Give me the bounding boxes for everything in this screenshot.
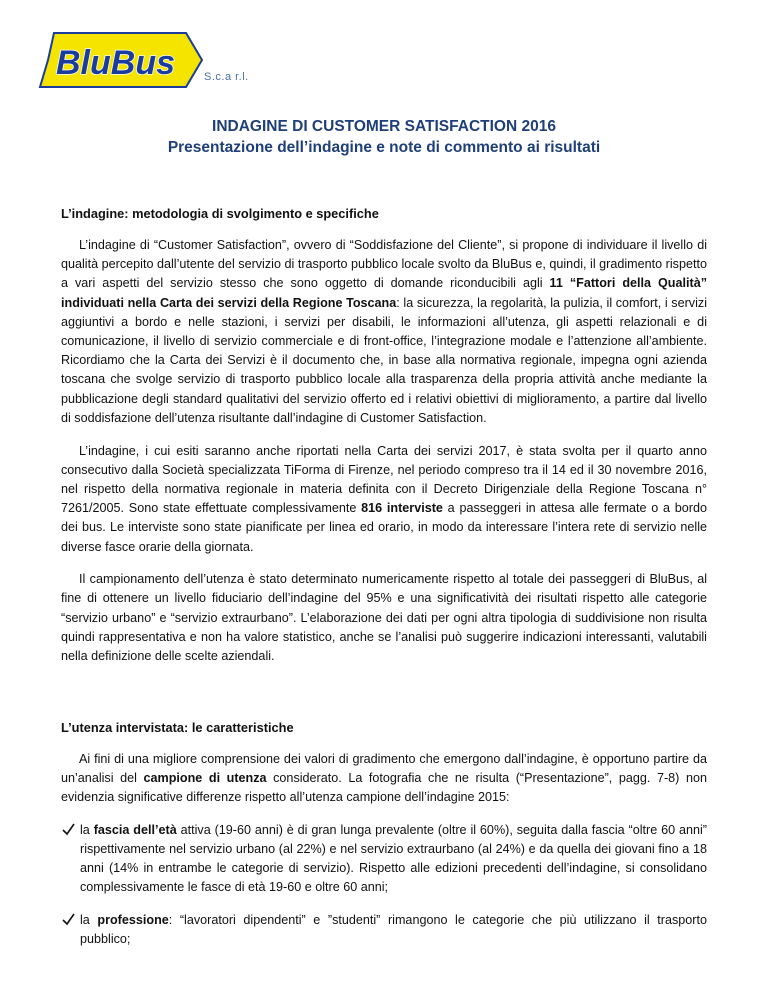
- bold-run: fascia dell’età: [93, 822, 177, 837]
- bold-run: 11 “Fattori della Qualità” individuati nella Carta dei servizi della Regione Toscana: [61, 276, 707, 310]
- list-item: [61, 821, 707, 898]
- text-run: a passeggeri in attesa alle fermate o a bordo dei bus. Le interviste sono state pianificate per linea ed orario, in modo da interessare l’intera rete di servizio nelle diverse fasce orarie della giornata.: [61, 501, 708, 554]
- document-body: [61, 205, 707, 962]
- paragraph-survey-execution: [61, 442, 707, 557]
- text-run: Ai fini di una migliore comprensione dei valori di gradimento che emergono dall’indagine, è opportuno partire da un’analisi del: [61, 751, 707, 785]
- text-run: : “lavoratori dipendenti” e ”studenti” rimangono le categorie che più utilizzano il trasporto pubblico;: [80, 912, 707, 946]
- list-item: [61, 911, 707, 949]
- logo-text: BluBus: [56, 44, 175, 82]
- paragraph-survey-intro: [61, 236, 707, 428]
- text-run: la: [80, 912, 98, 927]
- company-suffix: S.c.a r.l.: [204, 71, 249, 83]
- text-run: L’indagine, i cui esiti saranno anche riportati nella Carta dei servizi 2017, è stata svolta per il quarto anno consecutivo dalla Società specializzata TiForma di Firenze, nel periodo compreso tra il 14 ed il 30 novembre 2016, nel rispetto della normativa regionale in materia definita con il Decreto Dirigenziale della Regione Toscana n° 7261/2005. Sono state effettuate complessivamente: [61, 443, 707, 516]
- text-run: L’indagine di “Customer Satisfaction”, ovvero di “Soddisfazione del Cliente”, si propone di individuare il livello di qualità percepito dall’utente del servizio di trasporto pubblico locale svolto da BluBus e, quindi, il gradimento rispetto a vari aspetti del servizio stesso che sono oggetto di domande riconducibili agli: [61, 238, 707, 291]
- paragraph-sampling: Il campionamento dell’utenza è stato determinato numericamente rispetto al totale dei passeggeri di BluBus, al fine di ottenere un livello fiduciario dell’indagine del 95% e una significatività dei risultati rispetto alle categorie “servizio urbano” e “servizio extraurbano”. L’elaborazione dei dati per ogni altra tipologia di suddivisione non risulta quindi rappresentativa e non ha valore statistico, anche se l’analisi può suggerire indicazioni interessanti, valutabili nella definizione delle scelte aziendali.: [61, 572, 707, 664]
- checkmark-icon: [62, 822, 75, 836]
- document-title: INDAGINE DI CUSTOMER SATISFACTION 2016: [212, 118, 556, 135]
- checkmark-icon: [62, 912, 75, 926]
- section-heading-users: L’utenza intervistata: le caratteristiche: [61, 719, 294, 735]
- bold-run: 816 interviste: [361, 501, 443, 516]
- bold-run: professione: [97, 912, 169, 927]
- section-heading-methodology: L’indagine: metodologia di svolgimento e specifiche: [61, 206, 379, 221]
- text-run: : la sicurezza, la regolarità, la pulizia, il comfort, i servizi aggiuntivi a bordo e nelle stazioni, i servizi per disabili, le informazioni all’utenza, gli aspetti relazionali e di comunicazione, il livello di servizio commerciale e di front-office, l’integrazione modale e l’attenzione all’ambiente. Ricordiamo che la Carta dei Servizi è il documento che, in base alla normativa regionale, impegna ogni azienda toscana che svolge servizio di trasporto pubblico locale alla trasparenza della propria attività anche mediante la pubblicazione degli standard qualitativi del servizio offerto ed i relativi obiettivi di miglioramento, a partire dal livello di soddisfazione dell’utenza risultante dall’indagine di Customer Satisfaction.: [61, 295, 707, 425]
- characteristics-list: [61, 821, 707, 949]
- bold-run: campione di utenza: [143, 770, 267, 785]
- blubus-logo: [36, 30, 204, 90]
- paragraph-sample-intro: [61, 750, 707, 808]
- text-run: la: [80, 822, 94, 837]
- document-subtitle: Presentazione dell’indagine e note di commento ai risultati: [167, 139, 601, 156]
- text-run: attiva (19-60 anni) è di gran lunga prevalente (oltre il 60%), seguita dalla fascia “oltre 60 anni” rispettivamente nel servizio urbano (al 22%) e nel servizio extraurbano (al 24%) e da quella dei giovani fino a 18 anni (14% in entrambe le categorie di servizio). Rispetto alle edizioni precedenti dell’indagine, si consolidano complessivamente le fasce di età 19-60 e oltre 60 anni;: [80, 822, 707, 895]
- text-run: considerato. La fotografia che ne risulta (“Presentazione”, pagg. 7-8) non evidenzia significative differenze rispetto all’utenza campione dell’indagine 2015:: [61, 770, 707, 805]
